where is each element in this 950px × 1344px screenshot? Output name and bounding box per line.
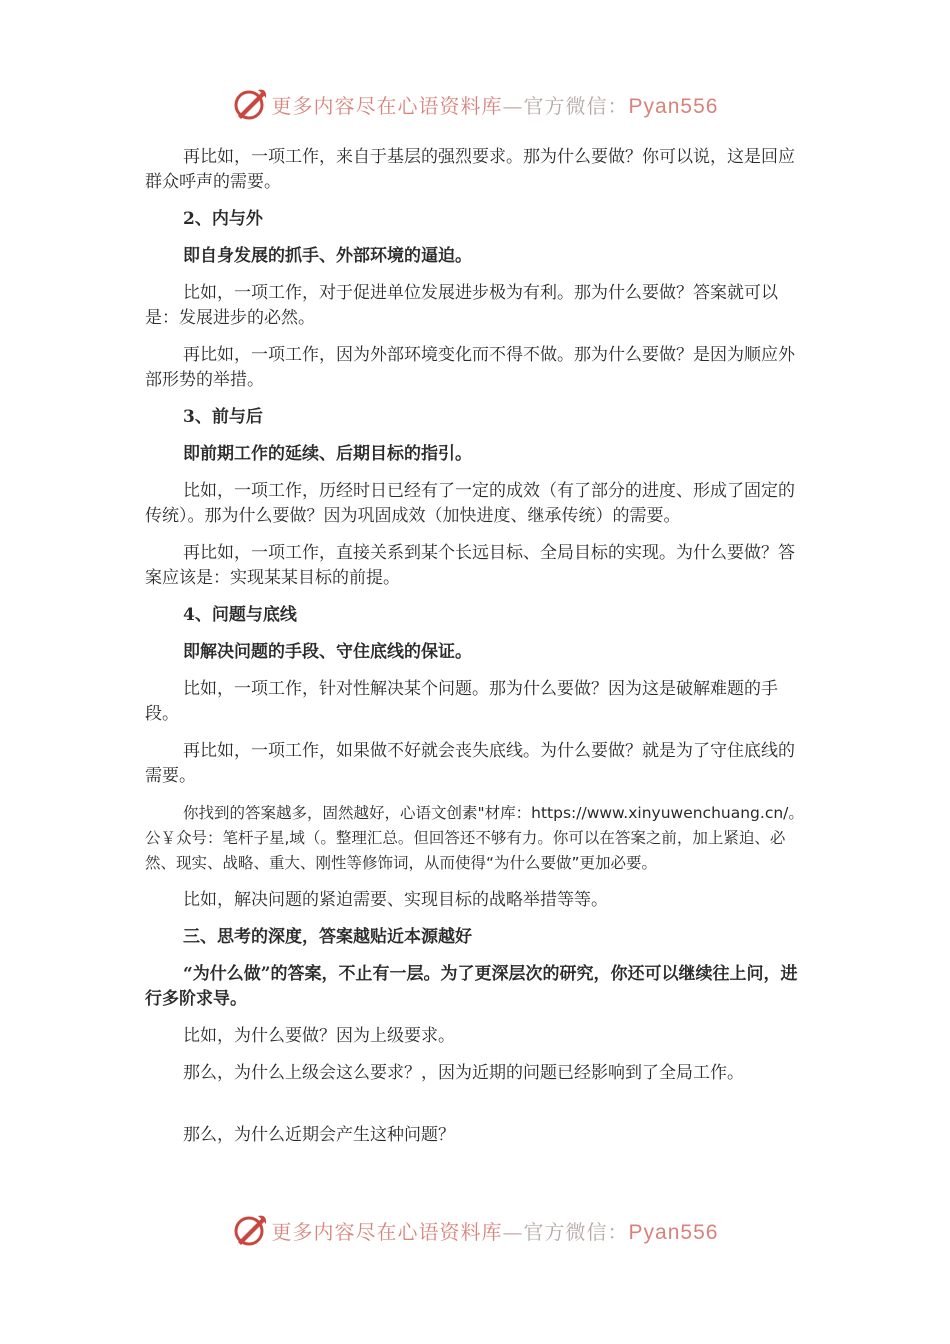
paragraph: 比如，为什么要做？因为上级要求。 [183,1026,455,1046]
section-summary: “为什么做”的答案，不止有一层。为了更深层次的研究，你还可以继续往上问，进行多阶求导。 [145,964,798,1009]
wechat-label: 官方微信： [523,93,629,118]
paragraph: 比如，解决问题的紧迫需要、实现目标的战略举措等等。 [183,890,608,910]
section-heading: 三、思考的深度，答案越贴近本源越好 [183,927,472,947]
banner-title: 更多内容尽在心语资料库 [271,1219,503,1244]
banner-title: 更多内容尽在心语资料库 [271,93,503,118]
document-body [145,145,810,1148]
wechat-id: Pyan556 [628,1220,719,1244]
paragraph: 再比如，一项工作，直接关系到某个长远目标、全局目标的实现。为什么要做？答案应该是：实现某某目标的前提。 [145,543,795,588]
paragraph: 再比如，一项工作，来自于基层的强烈要求。那为什么要做？你可以说，这是回应群众呼声的需要。 [145,147,795,192]
paragraph: 比如，一项工作，针对性解决某个问题。那为什么要做？因为这是破解难题的手段。 [145,679,778,724]
quill-logo-icon [232,1212,268,1248]
header-banner [0,84,950,124]
banner-separator: — [502,93,524,118]
section-heading: 4、问题与底线 [183,605,297,625]
quill-logo-icon [232,86,268,122]
paragraph: 那么，为什么近期会产生这种问题？ [183,1125,455,1145]
paragraph: 再比如，一项工作，如果做不好就会丧失底线。为什么要做？就是为了守住底线的需要。 [145,741,795,786]
wechat-id: Pyan556 [628,94,719,118]
section-summary: 即前期工作的延续、后期目标的指引。 [183,444,472,464]
banner-separator: — [502,1219,524,1244]
paragraph: 再比如，一项工作，因为外部环境变化而不得不做。那为什么要做？是因为顺应外部形势的举措。 [145,345,795,390]
paragraph: 那么，为什么上级会这么要求？，因为近期的问题已经影响到了全局工作。 [183,1063,744,1083]
section-summary: 即自身发展的抓手、外部环境的逼迫。 [183,246,472,266]
section-summary: 即解决问题的手段、守住底线的保证。 [183,642,472,662]
wechat-label: 官方微信： [523,1219,629,1244]
paragraph: 比如，一项工作，历经时日已经有了一定的成效（有了部分的进度、形成了固定的传统）。那为什么要做？因为巩固成效（加快进度、继承传统）的需要。 [145,481,795,526]
paragraph: 比如，一项工作，对于促进单位发展进步极为有利。那为什么要做？答案就可以是：发展进步的必然。 [145,283,778,328]
paragraph-watermark-note: 你找到的答案越多，固然越好，心语文创素"材库：https://www.xinyuwenchuang.cn/。公￥众号：笔杆子星,域（。整理汇总。但回答还不够有力。你可以在答案之前，加上紧迫、必然、现实、战略、重大、刚性等修饰词，从而使得“为什么要做”更加必要。 [145,804,804,872]
section-heading: 2、内与外 [183,209,263,229]
section-heading: 3、前与后 [183,407,263,427]
footer-banner [0,1210,950,1250]
